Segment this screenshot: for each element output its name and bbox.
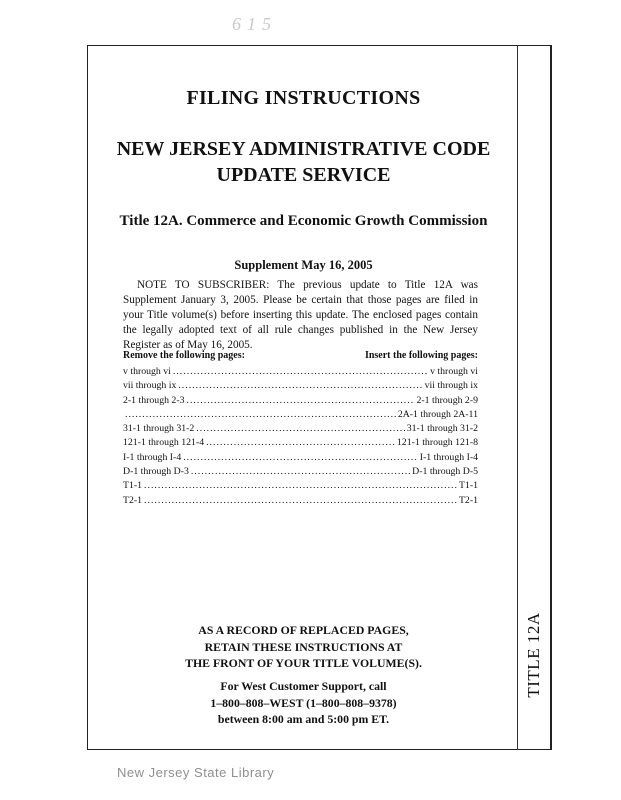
remove-pages: I-1 through I-4 <box>123 451 182 463</box>
customer-support-info <box>90 678 517 728</box>
handwritten-mark: 615 <box>232 14 277 34</box>
list-item <box>123 395 478 409</box>
title-tab-label: TITLE 12A <box>524 612 543 698</box>
insert-pages: v through vi <box>430 366 478 377</box>
title-tab <box>514 605 554 705</box>
list-item <box>123 452 478 466</box>
leader-dots <box>191 466 410 477</box>
remove-pages: v through vi <box>123 366 171 377</box>
leader-dots <box>206 437 395 448</box>
leader-dots <box>173 366 428 377</box>
remove-pages: T2-1 <box>123 494 143 506</box>
insert-pages: 121-1 through 121-8 <box>396 437 478 449</box>
leader-dots <box>187 395 415 406</box>
retain-notice-line-3: THE FRONT OF YOUR TITLE VOLUME(S). <box>185 656 422 670</box>
insert-pages: I-1 through I-4 <box>419 451 478 463</box>
page-title: FILING INSTRUCTIONS <box>186 87 421 109</box>
remove-column-header: Remove the following pages: <box>123 350 245 361</box>
insert-column-header: Insert the following pages: <box>364 350 478 361</box>
list-item <box>123 409 478 423</box>
subscriber-note: NOTE TO SUBSCRIBER: The previous update to Title 12A was Supplement January 3, 2005. Please be certain that those pages are filed in your Title volume(s) before inserting this update. The enclosed pages contain the legally adopted text of all rule changes published in the New Jersey Register as of May 16, 2005. <box>123 279 478 351</box>
list-item <box>123 480 478 494</box>
insert-pages: D-1 through D-5 <box>412 466 478 478</box>
page-replacement-list <box>123 366 478 509</box>
remove-pages: vii through ix <box>123 380 177 392</box>
remove-pages: 31-1 through 31-2 <box>123 423 195 435</box>
retain-notice-line-2: RETAIN THESE INSTRUCTIONS AT <box>204 639 403 654</box>
leader-dots <box>125 409 396 420</box>
list-item <box>123 466 478 480</box>
supplement-date: Supplement May 16, 2005 <box>234 258 373 272</box>
list-item <box>123 423 478 437</box>
support-line-1: For West Customer Support, call <box>220 679 387 693</box>
remove-pages: D-1 through D-3 <box>123 466 189 478</box>
remove-pages: T1-1 <box>123 480 143 492</box>
insert-pages: 2A-1 through 2A-11 <box>397 408 478 420</box>
leader-dots <box>178 380 422 391</box>
code-heading-line-2: UPDATE SERVICE <box>216 164 391 186</box>
leader-dots <box>144 495 457 506</box>
library-stamp: New Jersey State Library <box>117 765 275 780</box>
remove-pages: 2-1 through 2-3 <box>123 394 185 406</box>
insert-pages: T1-1 <box>458 480 478 492</box>
leader-dots <box>183 452 418 463</box>
support-phone: 1–800–808–WEST (1–800–808–9378) <box>210 695 397 710</box>
retain-notice <box>90 622 517 672</box>
insert-pages: vii through ix <box>424 380 478 392</box>
support-hours: between 8:00 am and 5:00 pm ET. <box>217 712 390 726</box>
list-item <box>123 495 478 509</box>
retain-notice-line-1: AS A RECORD OF REPLACED PAGES, <box>198 623 409 637</box>
list-item <box>123 380 478 394</box>
code-heading <box>90 136 517 188</box>
list-item <box>123 366 478 380</box>
list-item <box>123 437 478 451</box>
remove-pages: 121-1 through 121-4 <box>123 437 205 449</box>
title-subtitle: Title 12A. Commerce and Economic Growth Commission <box>119 213 488 229</box>
page-columns-header <box>123 350 478 361</box>
insert-pages: 31-1 through 31-2 <box>406 423 478 435</box>
insert-pages: 2-1 through 2-9 <box>416 394 478 406</box>
insert-pages: T2-1 <box>458 494 478 506</box>
leader-dots <box>144 480 457 491</box>
leader-dots <box>196 423 404 434</box>
code-heading-line-1: NEW JERSEY ADMINISTRATIVE CODE <box>116 138 491 160</box>
